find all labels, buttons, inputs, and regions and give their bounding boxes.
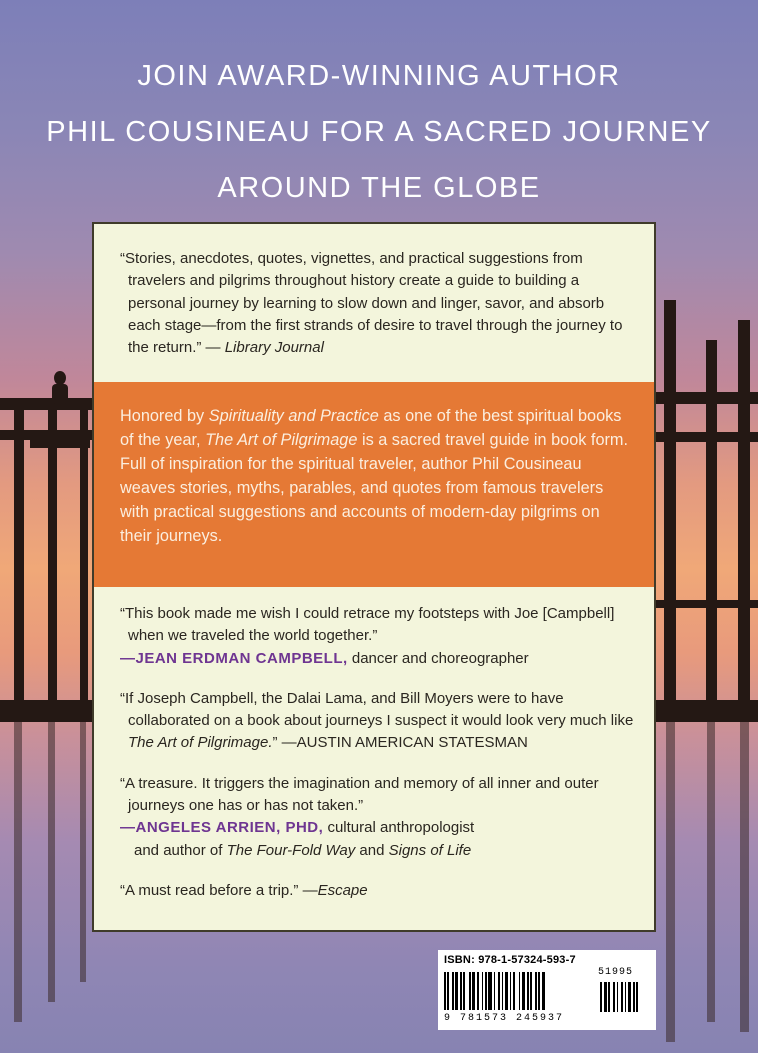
endorsements-panel: [92, 587, 656, 932]
barcode-supplement-bar: [621, 982, 623, 1012]
headline-line-2: PHIL COUSINEAU FOR A SACRED JOURNEY: [46, 116, 712, 148]
endorsement-campbell: [120, 603, 634, 670]
barcode-bar: [513, 972, 515, 1010]
barcode-bars: [444, 972, 650, 1014]
arrien-book-1: The Four-Fold Way: [226, 841, 356, 859]
barcode-supplement-bar: [628, 982, 631, 1012]
endorsement-campbell-role: dancer and choreographer: [347, 649, 529, 667]
barcode-bar: [447, 972, 449, 1010]
barcode-bar: [494, 972, 495, 1010]
library-journal-quote: [120, 248, 634, 359]
endorsement-campbell-text: “This book made me wish I could retrace my footsteps with Joe [Campbell] when we traveled the world together.”: [120, 605, 615, 645]
endorsement-arrien-name: —ANGELES ARRIEN, PHD,: [120, 819, 324, 837]
headline-line-1: JOIN AWARD-WINNING AUTHOR: [137, 60, 621, 92]
barcode-supplement-bar: [633, 982, 635, 1012]
barcode-bar: [455, 972, 458, 1010]
endorsement-arrien: [120, 773, 634, 862]
barcode-supplement-bar: [604, 982, 607, 1012]
barcode-supplement-bar: [636, 982, 638, 1012]
barcode-bar: [505, 972, 508, 1010]
barcode-bar: [472, 972, 475, 1010]
endorsement-escape-text: “A must read before a trip.” —: [120, 881, 318, 899]
top-quote-text: “Stories, anecdotes, quotes, vignettes, and practical suggestions from travelers and pilgrims throughout history create a guide to building a personal journey by learning to slow down and linger, savor, and absorb each stage—from the first strands of desire to travel through the journey to the return.”: [120, 250, 623, 357]
endorsement-statesman: [120, 688, 634, 755]
barcode-bar: [469, 972, 471, 1010]
description-part-1: Honored by: [120, 407, 209, 425]
book-description: [120, 404, 634, 548]
isbn-label: ISBN: 978-1-57324-593-7: [444, 954, 576, 966]
description-italic-2: The Art of Pilgrimage: [205, 431, 358, 449]
headline: [0, 48, 758, 216]
description-italic-1: Spirituality and Practice: [208, 407, 379, 425]
endorsement-campbell-attribution: [120, 648, 634, 670]
endorsement-escape-source: Escape: [317, 881, 368, 899]
top-quote-dash: —: [201, 339, 225, 357]
barcode-bar: [452, 972, 454, 1010]
endorsement-statesman-text-2: ” —AUSTIN AMERICAN STATESMAN: [272, 734, 528, 752]
barcode-bar: [502, 972, 503, 1010]
barcode-supplement-bar: [617, 982, 618, 1012]
barcode-supplement-digits: 51995: [598, 967, 634, 978]
barcode-supplement-bar: [608, 982, 610, 1012]
barcode-bar: [460, 972, 462, 1010]
top-quote-source: Library Journal: [224, 339, 324, 357]
arrien-books-and: and: [355, 841, 389, 859]
barcode-bar: [498, 972, 500, 1010]
barcode-bar: [519, 972, 520, 1010]
description-part-2: as one of the best spiritual books of the year,: [120, 407, 622, 449]
barcode-bar: [522, 972, 525, 1010]
barcode-bar: [510, 972, 511, 1010]
endorsement-campbell-name: —JEAN ERDMAN CAMPBELL,: [120, 649, 348, 667]
headline-line-3: AROUND THE GLOBE: [217, 172, 541, 204]
barcode-supplement-bar: [613, 982, 615, 1012]
barcode-bar: [463, 972, 465, 1010]
endorsement-arrien-attribution: [120, 817, 634, 839]
barcode-bar: [527, 972, 529, 1010]
arrien-book-2: Signs of Life: [388, 841, 472, 859]
endorsement-statesman-title: The Art of Pilgrimage.: [128, 734, 273, 752]
barcode-bar: [530, 972, 532, 1010]
top-quote-panel: [92, 222, 656, 382]
endorsement-arrien-text: “A treasure. It triggers the imagination and memory of all inner and outer journeys one has or has not taken.”: [120, 774, 599, 815]
barcode-supplement-bar: [600, 982, 602, 1012]
endorsement-statesman-text-1: “If Joseph Campbell, the Dalai Lama, and Bill Moyers were to have collaborated on a book about journeys I suspect it would look very much like: [120, 689, 634, 730]
endorsement-arrien-books: [120, 840, 634, 862]
barcode-bar: [444, 972, 446, 1010]
barcode-digits: 9 781573 245937: [444, 1013, 565, 1024]
barcode-bar: [482, 972, 483, 1010]
barcode-bar: [477, 972, 479, 1010]
barcode-supplement-bar: [625, 982, 626, 1012]
isbn-barcode: [438, 950, 656, 1030]
endorsement-escape: [120, 880, 634, 902]
barcode-bar: [535, 972, 537, 1010]
barcode-bar: [542, 972, 545, 1010]
description-panel: [92, 382, 656, 587]
barcode-bar: [488, 972, 492, 1010]
endorsement-arrien-role: cultural anthropologist: [323, 819, 475, 837]
description-part-3: is a sacred travel guide in book form. Full of inspiration for the spiritual traveler, author Phil Cousineau weaves stories, myths, parables, and quotes from famous travelers with practical suggestions and accounts of modern-day pilgrims on their journeys.: [120, 431, 629, 545]
barcode-bar: [538, 972, 540, 1010]
arrien-books-pre: and author of: [134, 841, 227, 859]
barcode-bar: [485, 972, 487, 1010]
